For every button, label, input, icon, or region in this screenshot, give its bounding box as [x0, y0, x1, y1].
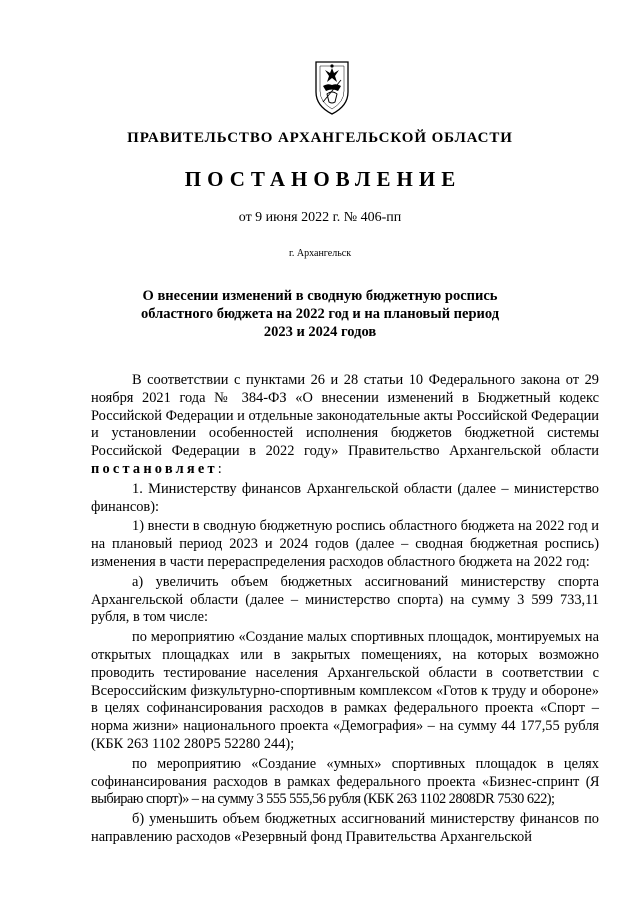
paragraph-subitem-a: а) увеличить объем бюджетных ассигнований министерству спорта Архангельской области (далее – министерство спорта) на сумму 3 599 733,11 рубля, в том числе: [91, 573, 599, 626]
measure-2-amount: (Я выбираю спорт)» – на сумму 3 555 555,56 рубля (КБК 263 1102 2808DR 7530 622); [91, 773, 599, 808]
government-title: ПРАВИТЕЛЬСТВО АРХАНГЕЛЬСКОЙ ОБЛАСТИ [127, 130, 513, 146]
preamble-text: В соответствии с пунктами 26 и 28 статьи 10 Федерального закона от 29 ноября 2021 года № 384-ФЗ «О внесении изменений в Бюджетный кодекс Российской Федерации и отдельные законодательные акты Российской Федерации и установлении особенностей исполнения бюджетов бюджетной системы Российской Федерации в 2022 году» Правительство Архангельской области [91, 372, 599, 460]
document-city: г. Архангельск [288, 248, 352, 259]
paragraph-measure-2 [91, 756, 599, 809]
paragraph-subitem-1: 1) внести в сводную бюджетную роспись областного бюджета на 2022 год и на плановый период 2023 и 2024 годов (далее – сводная бюджетная роспись) изменения в части перераспределения расходов областного бюджета на 2022 год: [91, 518, 599, 570]
heading-line-1: О внесении изменений в сводную бюджетную роспись [142, 288, 498, 304]
measure-2-text: по мероприятию «Создание «умных» спортивных площадок в целях софинансирования расходов в рамках федерального проекта «Бизнес-спринт [91, 755, 599, 790]
paragraph-measure-1: по мероприятию «Создание малых спортивных площадок, монтируемых на открытых площадках или в закрытых помещениях, на которых возможно проводить тестирование населения Архангельской области в соответствии с Всероссийским физкультурно-спортивным комплексом «Готов к труду и обороне» в целях софинансирования расходов в рамках федерального проекта «Спорт – норма жизни» национального проекта «Демография» – на сумму 44 177,55 рубля (КБК 263 1102 280Р5 52280 244); [91, 629, 599, 752]
heading-line-2: областного бюджета на 2022 год и на плановый период [140, 306, 500, 322]
coat-of-arms-icon [313, 58, 351, 116]
document-body [91, 372, 599, 847]
paragraph-item-1: 1. Министерству финансов Архангельской области (далее – министерство финансов): [91, 480, 599, 515]
document-heading [120, 287, 520, 341]
document-type: ПОСТАНОВЛЕНИЕ [184, 167, 462, 191]
decree-word: постановляет [91, 460, 218, 477]
heading-line-3: 2023 и 2024 годов [263, 324, 377, 340]
preamble-colon: : [217, 460, 222, 477]
paragraph-subitem-b: б) уменьшить объем бюджетных ассигнований министерству финансов по направлению расходов «Резервный фонд Правительства Архангельской [91, 811, 599, 845]
paragraph-preamble [91, 372, 599, 479]
document-date-number: от 9 июня 2022 г. № 406-пп [238, 210, 402, 225]
